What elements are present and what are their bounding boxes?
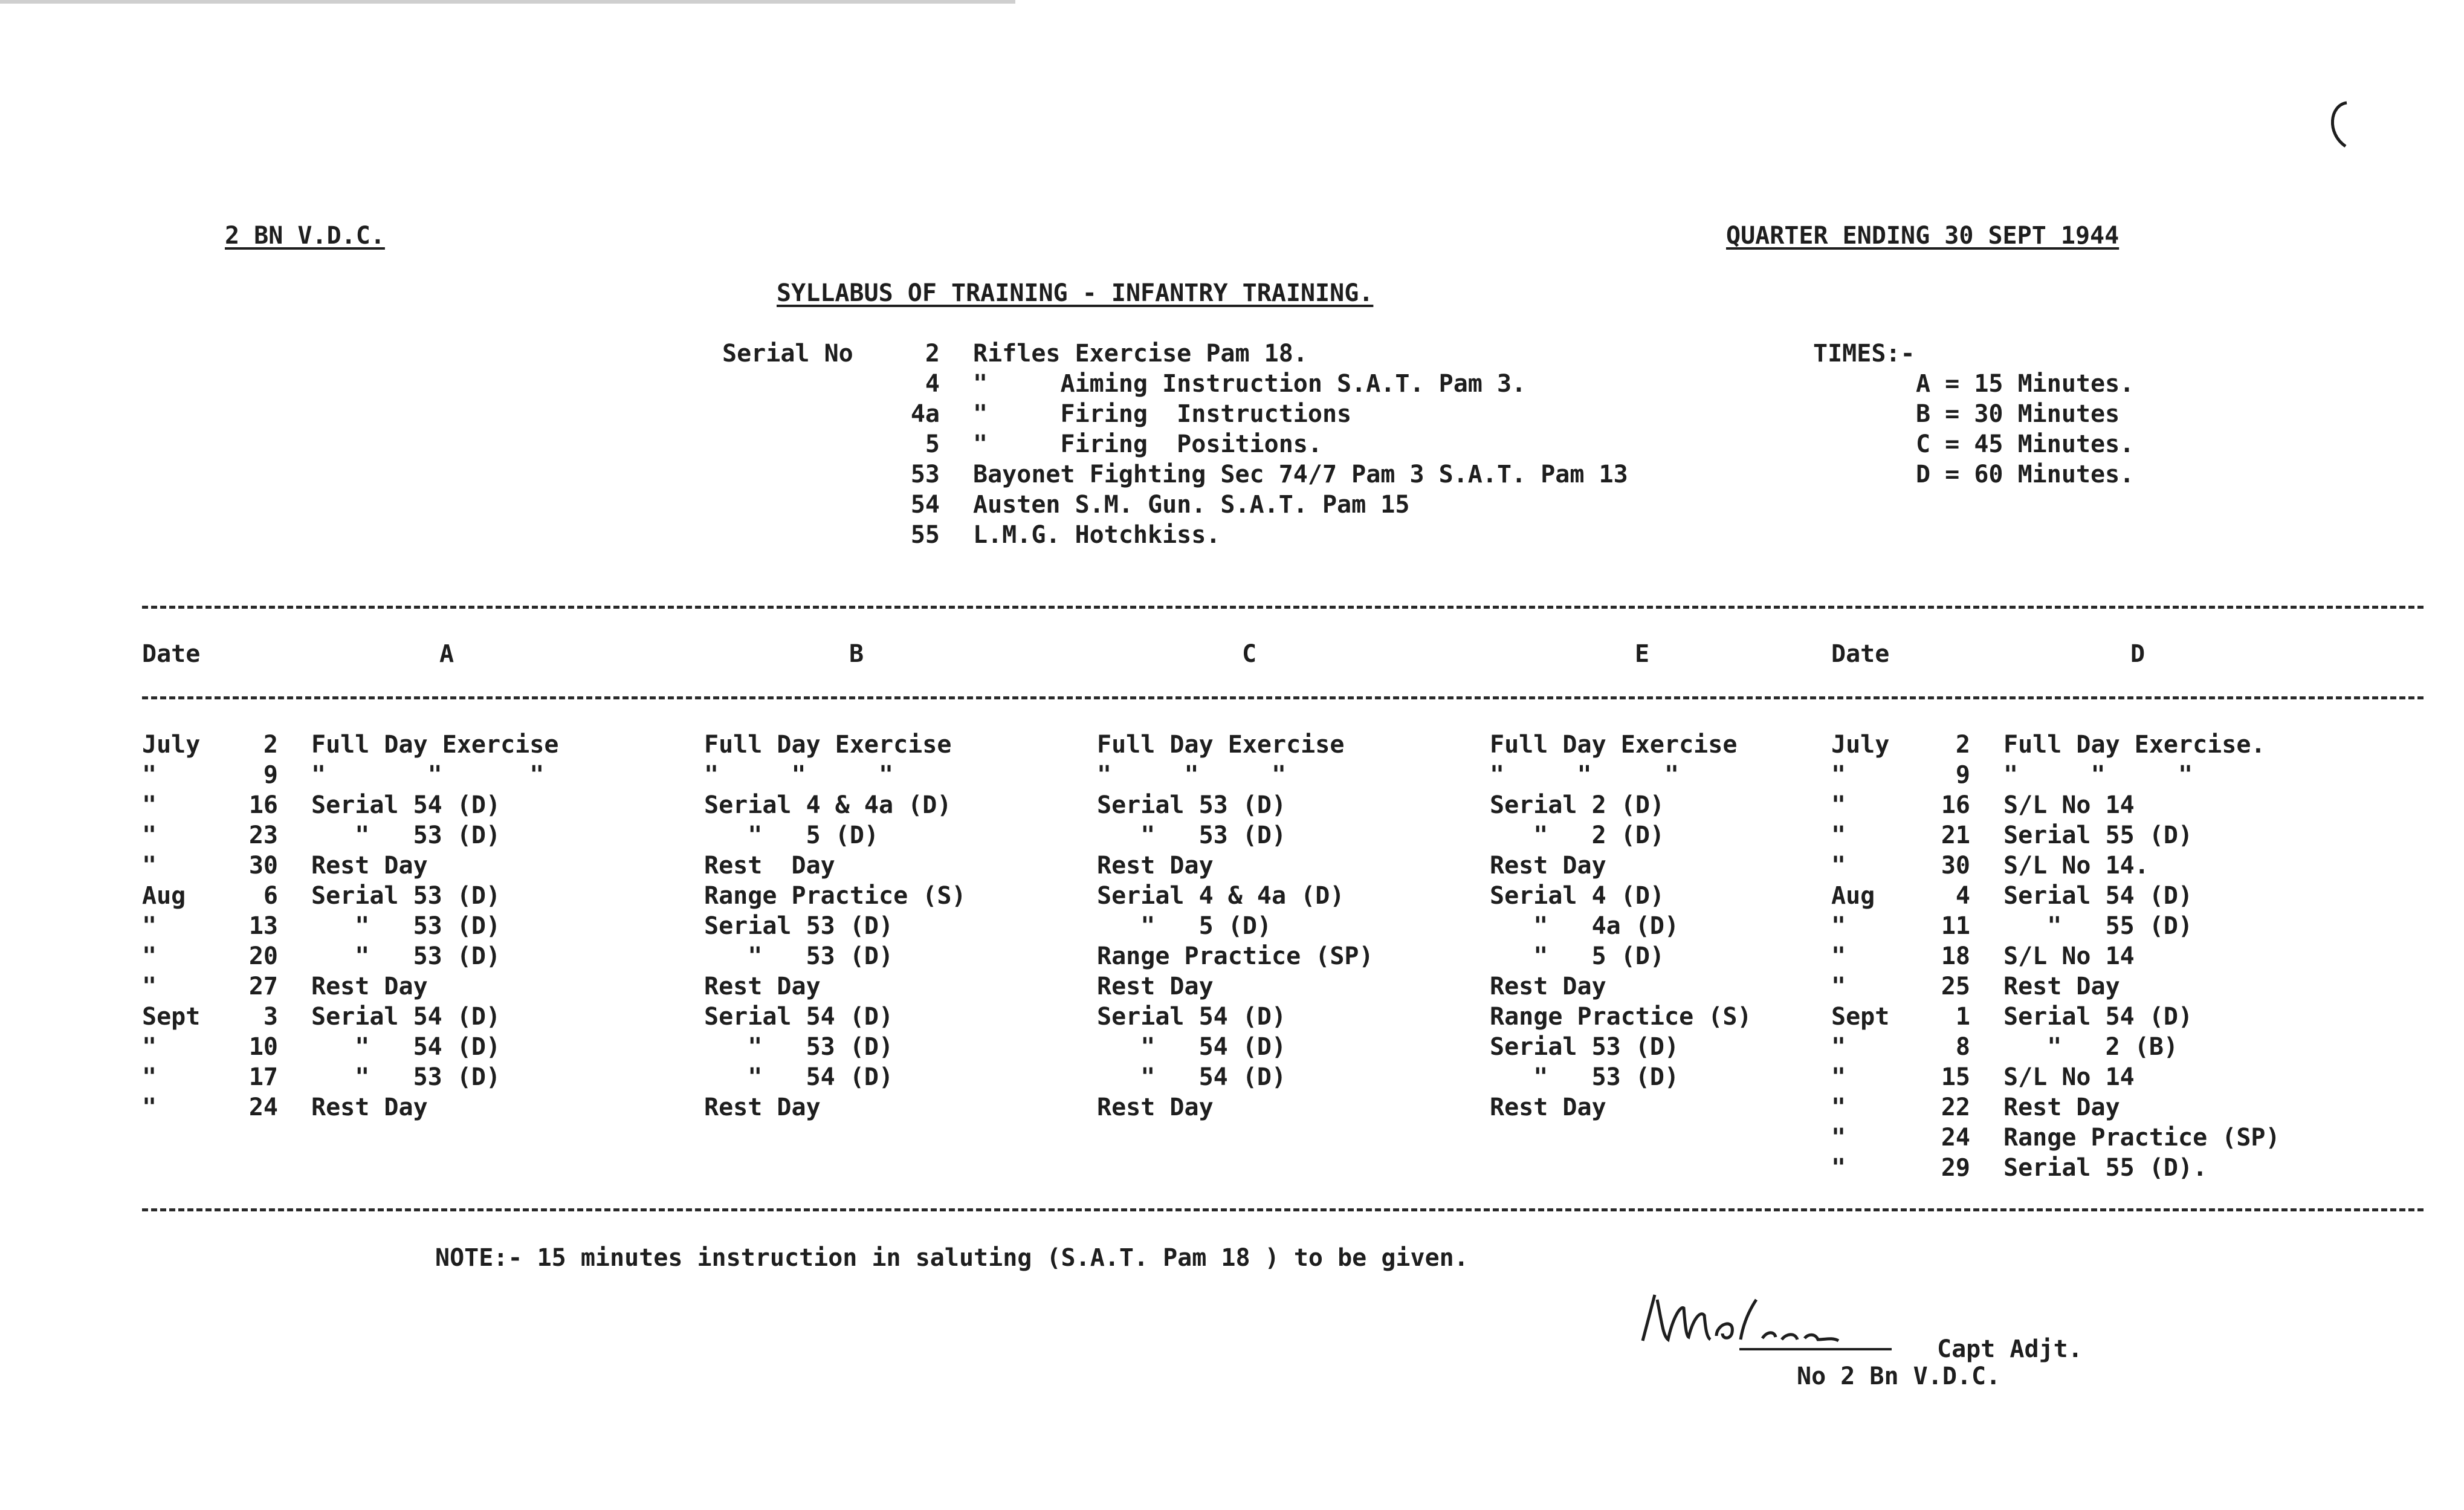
cell-day: 30	[248, 852, 278, 880]
cell-c: " 5 (D)	[1097, 912, 1272, 940]
cell-month2: "	[1831, 1124, 1846, 1152]
cell-month2: "	[1831, 1033, 1846, 1061]
cell-day2: 11	[1941, 912, 1970, 940]
cell-a: " 53 (D)	[311, 942, 501, 970]
cell-d: " " "	[2003, 761, 2193, 789]
cell-d: S/L No 14	[2003, 942, 2135, 970]
cell-day: 24	[248, 1094, 278, 1121]
cell-a: " 53 (D)	[311, 821, 501, 849]
cell-e: Full Day Exercise	[1490, 731, 1738, 759]
cell-month: Sept	[142, 1003, 201, 1031]
cell-b: Serial 54 (D)	[704, 1003, 894, 1031]
punch-hole-mark	[2318, 97, 2354, 157]
cell-month2: "	[1831, 973, 1846, 1000]
time-code: C = 45 Minutes.	[1916, 430, 2135, 458]
cell-day2: 30	[1941, 852, 1970, 880]
serial-description: Rifles Exercise Pam 18.	[973, 340, 1308, 368]
cell-c: " 54 (D)	[1097, 1063, 1287, 1091]
cell-a: Rest Day	[311, 973, 428, 1000]
cell-b: " 5 (D)	[704, 821, 879, 849]
cell-e: " 5 (D)	[1490, 942, 1664, 970]
cell-b: " " "	[704, 761, 894, 789]
cell-day: 27	[248, 973, 278, 1000]
cell-e: Serial 2 (D)	[1490, 791, 1664, 819]
serial-number: 4a	[910, 400, 940, 428]
cell-b: Rest Day	[704, 1094, 821, 1121]
table-header-rule	[142, 696, 2424, 699]
header-date: Date	[142, 640, 201, 668]
cell-month: Aug	[142, 882, 186, 910]
signatory-title: Capt Adjt.	[1937, 1335, 2083, 1363]
cell-e: " 2 (D)	[1490, 821, 1664, 849]
cell-day: 23	[248, 821, 278, 849]
serial-description: " Aiming Instruction S.A.T. Pam 3.	[973, 370, 1527, 398]
cell-c: Full Day Exercise	[1097, 731, 1345, 759]
cell-month: "	[142, 942, 157, 970]
serial-description: Austen S.M. Gun. S.A.T. Pam 15	[973, 491, 1410, 519]
cell-day2: 9	[1955, 761, 1970, 789]
cell-c: Range Practice (SP)	[1097, 942, 1374, 970]
cell-month2: "	[1831, 1154, 1846, 1182]
quarter-heading: QUARTER ENDING 30 SEPT 1944	[1726, 222, 2120, 250]
cell-month: July	[142, 731, 201, 759]
cell-a: Serial 54 (D)	[311, 1003, 501, 1031]
cell-e: Rest Day	[1490, 973, 1606, 1000]
cell-day: 2	[263, 731, 278, 759]
cell-month: "	[142, 973, 157, 1000]
serial-description: " Firing Positions.	[973, 430, 1322, 458]
serial-description: L.M.G. Hotchkiss.	[973, 521, 1221, 549]
cell-day2: 18	[1941, 942, 1970, 970]
cell-d: Serial 54 (D)	[2003, 882, 2193, 910]
cell-c: Serial 4 & 4a (D)	[1097, 882, 1345, 910]
serial-number: 4	[925, 370, 940, 398]
cell-day2: 15	[1941, 1063, 1970, 1091]
time-code: A = 15 Minutes.	[1916, 370, 2135, 398]
serial-description: Bayonet Fighting Sec 74/7 Pam 3 S.A.T. Pam 13	[973, 461, 1628, 488]
scan-edge	[0, 0, 1015, 4]
cell-a: " " "	[311, 761, 545, 789]
serial-number: 53	[910, 461, 940, 488]
cell-e: " 4a (D)	[1490, 912, 1680, 940]
header-e: E	[1635, 640, 1650, 668]
cell-e: Serial 53 (D)	[1490, 1033, 1680, 1061]
cell-day: 3	[263, 1003, 278, 1031]
cell-a: " 53 (D)	[311, 912, 501, 940]
cell-month: "	[142, 1033, 157, 1061]
cell-c: Serial 53 (D)	[1097, 791, 1287, 819]
cell-d: S/L No 14	[2003, 791, 2135, 819]
cell-c: Rest Day	[1097, 1094, 1214, 1121]
handwritten-signature	[1626, 1282, 1904, 1354]
cell-b: Rest Day	[704, 852, 835, 880]
cell-e: " 53 (D)	[1490, 1063, 1680, 1091]
cell-day: 13	[248, 912, 278, 940]
serial-number: 54	[910, 491, 940, 519]
cell-month2: "	[1831, 1094, 1846, 1121]
cell-day: 17	[248, 1063, 278, 1091]
cell-d: S/L No 14.	[2003, 852, 2149, 880]
cell-day2: 21	[1941, 821, 1970, 849]
cell-b: Full Day Exercise	[704, 731, 952, 759]
serial-number: 2	[925, 340, 940, 368]
header-a: A	[439, 640, 454, 668]
cell-month2: Sept	[1831, 1003, 1890, 1031]
cell-month: "	[142, 791, 157, 819]
cell-b: " 53 (D)	[704, 942, 894, 970]
cell-day: 9	[263, 761, 278, 789]
cell-a: Full Day Exercise	[311, 731, 559, 759]
cell-c: Rest Day	[1097, 852, 1214, 880]
cell-e: Serial 4 (D)	[1490, 882, 1664, 910]
cell-b: Serial 53 (D)	[704, 912, 894, 940]
cell-month2: "	[1831, 942, 1846, 970]
unit-heading: 2 BN V.D.C.	[225, 222, 385, 250]
cell-a: Serial 54 (D)	[311, 791, 501, 819]
header-c: C	[1242, 640, 1257, 668]
cell-month2: July	[1831, 731, 1890, 759]
cell-day2: 25	[1941, 973, 1970, 1000]
cell-b: " 54 (D)	[704, 1063, 894, 1091]
time-code: B = 30 Minutes	[1916, 400, 2120, 428]
cell-month2: "	[1831, 852, 1846, 880]
cell-a: Rest Day	[311, 852, 428, 880]
cell-day2: 24	[1941, 1124, 1970, 1152]
note-text: NOTE:- 15 minutes instruction in saluting (S.A.T. Pam 18 ) to be given.	[435, 1244, 1469, 1272]
cell-e: " " "	[1490, 761, 1680, 789]
serial-number: 55	[910, 521, 940, 549]
cell-day: 10	[248, 1033, 278, 1061]
header-d: D	[2130, 640, 2145, 668]
cell-a: " 54 (D)	[311, 1033, 501, 1061]
cell-c: Rest Day	[1097, 973, 1214, 1000]
header-date2: Date	[1831, 640, 1890, 668]
cell-d: S/L No 14	[2003, 1063, 2135, 1091]
cell-d: Rest Day	[2003, 973, 2120, 1000]
table-bottom-rule	[142, 1208, 2424, 1211]
cell-d: Serial 55 (D).	[2003, 1154, 2208, 1182]
cell-month2: "	[1831, 761, 1846, 789]
times-heading: TIMES:-	[1813, 340, 1915, 368]
cell-month: "	[142, 761, 157, 789]
cell-d: Serial 54 (D)	[2003, 1003, 2193, 1031]
cell-month: "	[142, 821, 157, 849]
cell-month2: "	[1831, 821, 1846, 849]
cell-a: Rest Day	[311, 1094, 428, 1121]
cell-c: " 53 (D)	[1097, 821, 1287, 849]
cell-c: Serial 54 (D)	[1097, 1003, 1287, 1031]
cell-month2: Aug	[1831, 882, 1875, 910]
cell-month: "	[142, 912, 157, 940]
serial-lead: Serial No	[722, 340, 853, 368]
cell-b: Rest Day	[704, 973, 821, 1000]
table-top-rule	[142, 606, 2424, 609]
cell-d: Rest Day	[2003, 1094, 2120, 1121]
cell-day2: 4	[1955, 882, 1970, 910]
cell-d: " 2 (B)	[2003, 1033, 2178, 1061]
cell-day2: 2	[1955, 731, 1970, 759]
cell-c: " 54 (D)	[1097, 1033, 1287, 1061]
cell-e: Rest Day	[1490, 852, 1606, 880]
cell-b: " 53 (D)	[704, 1033, 894, 1061]
cell-e: Rest Day	[1490, 1094, 1606, 1121]
cell-e: Range Practice (S)	[1490, 1003, 1752, 1031]
cell-month2: "	[1831, 1063, 1846, 1091]
cell-d: Range Practice (SP)	[2003, 1124, 2280, 1152]
cell-month: "	[142, 852, 157, 880]
cell-day2: 29	[1941, 1154, 1970, 1182]
cell-b: Serial 4 & 4a (D)	[704, 791, 952, 819]
cell-a: " 53 (D)	[311, 1063, 501, 1091]
cell-day2: 22	[1941, 1094, 1970, 1121]
cell-d: Serial 55 (D)	[2003, 821, 2193, 849]
signatory-unit: No 2 Bn V.D.C.	[1797, 1363, 2001, 1390]
cell-day: 16	[248, 791, 278, 819]
cell-d: " 55 (D)	[2003, 912, 2193, 940]
cell-day: 20	[248, 942, 278, 970]
cell-a: Serial 53 (D)	[311, 882, 501, 910]
document-title: SYLLABUS OF TRAINING - INFANTRY TRAINING.	[777, 279, 1374, 307]
cell-month: "	[142, 1094, 157, 1121]
cell-month: "	[142, 1063, 157, 1091]
cell-day2: 1	[1955, 1003, 1970, 1031]
cell-b: Range Practice (S)	[704, 882, 966, 910]
cell-month2: "	[1831, 791, 1846, 819]
time-code: D = 60 Minutes.	[1916, 461, 2135, 488]
header-b: B	[849, 640, 864, 668]
cell-day2: 16	[1941, 791, 1970, 819]
serial-number: 5	[925, 430, 940, 458]
cell-c: " " "	[1097, 761, 1287, 789]
cell-day2: 8	[1955, 1033, 1970, 1061]
serial-description: " Firing Instructions	[973, 400, 1352, 428]
cell-month2: "	[1831, 912, 1846, 940]
cell-d: Full Day Exercise.	[2003, 731, 2266, 759]
cell-day: 6	[263, 882, 278, 910]
